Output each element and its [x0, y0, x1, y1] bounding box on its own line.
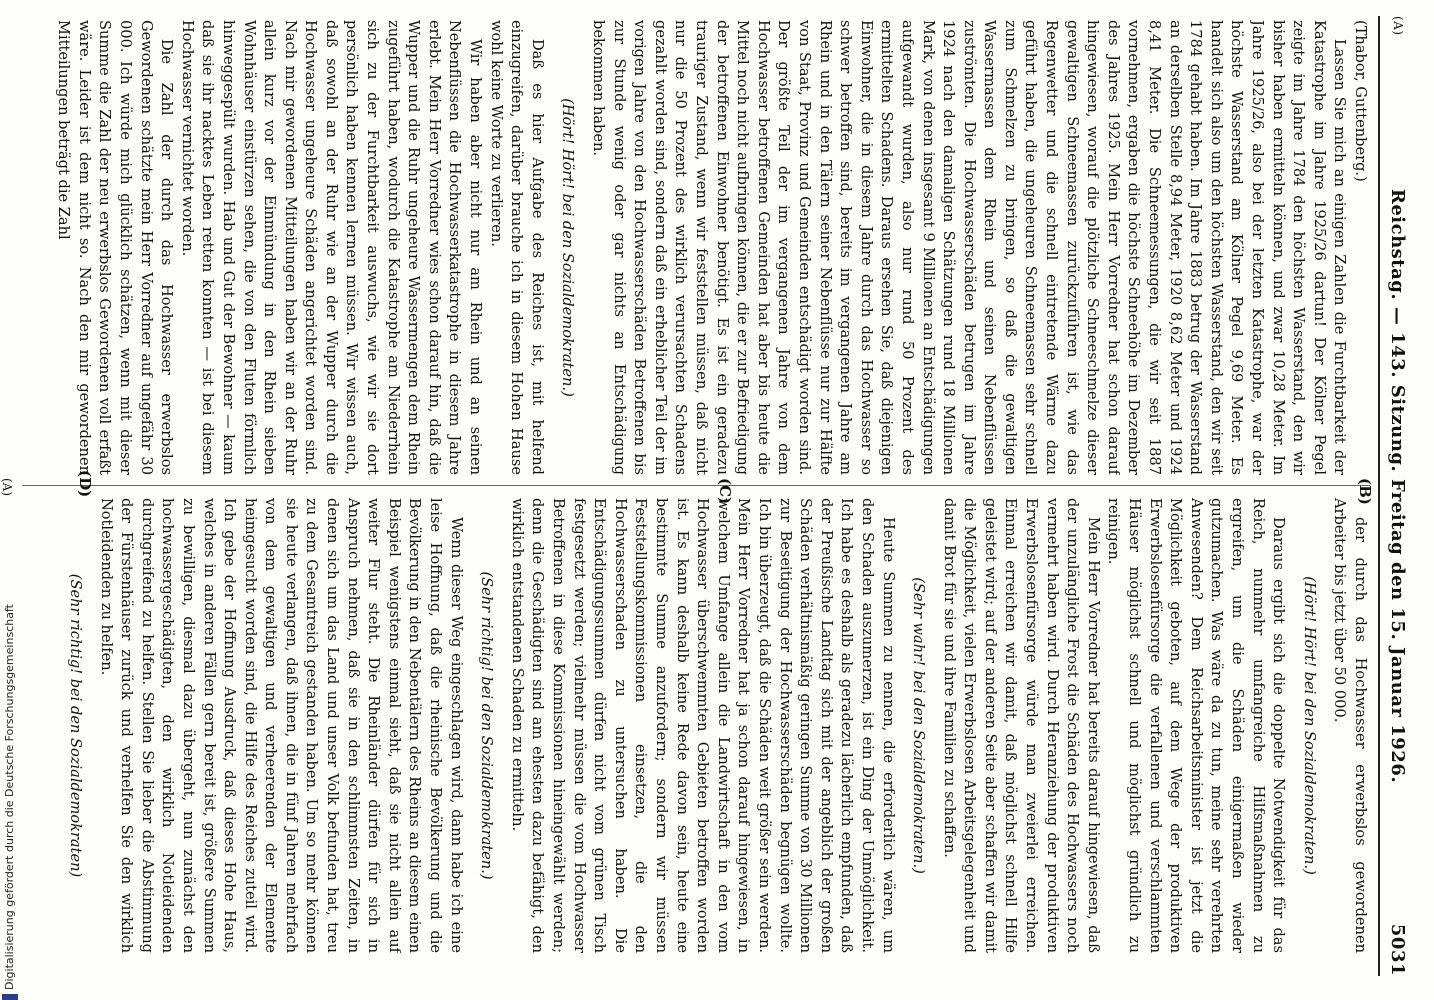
interjection: (Sehr wahr! bei den Sozialdemokraten.): [910, 577, 928, 874]
interjection: (Sehr richtig! bei den Sozialdemokraten): [66, 573, 84, 878]
left-column: [22, 20, 1370, 475]
funding-sidebar: [0, 520, 20, 990]
page-number: 5031: [1387, 923, 1409, 976]
interjection: (Hört! Hört! bei den Sozialdemokraten.): [1300, 576, 1318, 875]
paragraph: Die Zahl der durch das Hochwasser erwerbslos Gewordenen schätzte mein Herr Vorredner auf ungefähr 30 000. Ich würde mich glücklich schätzen, wenn mit dieser Summe die Zahl der neu erwerbslos Gewordenen voll erfaßt wäre. Leider ist dem nicht so. Nach den mir gewordenen Mitteilungen beträgt die Zahl: [55, 20, 176, 475]
paragraph: Lassen Sie mich an einigen Zahlen die Furchtbarkeit der Katastrophe im Jahre 1925/26 dartun! Der Kölner Pegel zeigte im Jahre 1784 den höchsten Wasserstand, den wir bisher haben ermitteln können, und zwar 10,28 Meter. Im Jahre 1925/26, also bei der letzten Katastrophe, war der höchste Wasserstand am Kölner Pegel 9,69 Meter. Es handelt sich also um den höchsten Wasserstand, den wir seit 1784 gehabt haben. Im Jahre 1883 betrug der Wasserstand an derselben Stelle 8,94 Meter, 1920 8,62 Meter und 1924 8,41 Meter. Die Schneemessungen, die wir seit 1887 vornehmen, ergaben die höchste Schneehöhe im Dezember des Jahres 1925. Mein Herr Vorredner hat schon darauf hingewiesen, worauf die plötzliche Schneeschmelze dieser gewaltigen Schneemassen zurückzuführen ist, wie das Regenwetter und die schnell eintretende Wärme dazu geführt haben, die ungeheuren Schneemassen sehr schnell zum Schmelzen zu bringen, so daß die gewaltigen Wassermassen dem Rhein und seinen Nebenflüssen zuströmten. Die Hochwasserschäden betrugen im Jahre 1924 nach den damaligen Schätzungen rund 18 Millionen Mark, von denen insgesamt 9 Millionen an Entschädigungen aufgewandt wurden, also nur rund 50 Prozent des ermittelten Schadens. Daraus ersehen Sie, daß diejenigen Einwohner, die in diesem Jahre durch das Hochwasser so schwer betroffen sind, bereits im vergangenen Jahre am Rhein und in den Tälern seiner Nebenflüsse nur zur Hälfte von Staat, Provinz und Gemeinden entschädigt worden sind. Der größte Teil der im vergangenen Jahre von dem Hochwasser betroffenen Gemeinden hat aber bis heute die Mittel noch nicht aufbringen können, die er zur Befriedigung der betroffenen Einwohner benötigt. Es ist ein geradezu trauriger Zustand, wenn wir feststellen müssen, daß nicht nur die 50 Prozent des wirklich verursachten Schadens gezahlt worden sind, sondern daß ein erheblicher Teil der im vorigen Jahre von den Hochwasserschäden Betroffenen bis zur Stunde wenig oder gar nichts an Entschädigung bekommen haben.: [590, 20, 1349, 475]
right-column: [22, 498, 1370, 953]
paragraph: Daraus ergibt sich die doppelte Notwendigkeit für das Reich, nunmehr umfangreiche Hilfsmaßnahmen zu ergreifen, um die Schäden einigermaßen wieder gutzumachen. Was wäre da zu tun, meine sehr verehrten Anwesenden? Dem Reichsarbeitsminister ist jetzt die Möglichkeit geboten, auf dem Wege der produktiven Erwerbslosenfürsorge die verfallenen und verschlammten Häuser möglichst schnell und möglichst gründlich zu reinigen.: [1105, 498, 1288, 953]
paragraph: Wenn dieser Weg eingeschlagen wird, dann habe ich eine leise Hoffnung, daß die rheinische Bevölkerung und die Bevölkerung in den Nebentälern des Rheins an diesem einen Beispiel wenigstens einmal sieht, daß sie nicht allein auf weiter Flur steht. Die Rheinländer dürfen für sich in Anspruch nehmen, daß sie in den schlimmsten Zeiten, in denen sich um das Land und unser Volk befunden hat, treu zu dem Gesamtreich gestanden haben. Um so mehr können sie heute verlangen, daß ihnen, die in fünf Jahren mehrfach von dem gewaltigen und verheerenden der Elemente heimgesucht worden sind, die Hilfe des Reiches zuteil wird. Ich gebe der Hoffnung Ausdruck, daß dieses Hohe Haus, welches in anderen Fällen gern bereit ist, größere Summen zu bewilligen, diesmal dazu übergeht, nun zunächst den hochwassergeschädigten, den wirklich Notleidenden durchgreifend zu helfen. Stellen Sie lieber die Abstimmung der Fürstenhäuser zurück und verhelfen Sie den wirklich Notleidenden zu helfen.: [97, 498, 465, 953]
funding-note: Digitalisierung gefördert durch die Deutsche Forschungsgemeinschaft: [3, 604, 16, 990]
margin-marker-b: (B): [1356, 478, 1374, 505]
margin-marker-d: (D): [76, 470, 94, 498]
paragraph: der durch das Hochwasser erwerbslos gewordenen Arbeiter bis jetzt über 50 000.: [1331, 498, 1369, 953]
margin-marker-a: (A): [0, 478, 14, 497]
paragraph: Mein Herr Vorredner hat bereits darauf hingewiesen, daß der unzulängliche Frost die Schäden des Hochwassers noch vermehrt haben wird. Durch Heranziehung der produktiven Erwerbslosenfürsorge würde man zweierlei erreichen. Einmal erreichen wir damit, daß möglichst schnell Hilfe geleistet wird; auf der anderen Seite aber schaffen wir damit die Möglichkeit, vielen Erwerbslosen Arbeitsgelegenheit und damit Brot für sie und ihre Familien zu schaffen.: [940, 498, 1102, 953]
paragraph: Wir haben aber nicht nur am Rhein und an seinen Nebenflüssen die Hochwasserkatastrophe in diesem Jahre erlebt. Mein Herr Vorredner wies schon darauf hin, daß die Wupper und die Ruhr ungeheure Wassermengen dem Rhein zugeführt haben, wodurch die Katastrophe am Niederrhein sich zu der Furchtbarkeit auswuchs, wie wir sie dort persönlich haben kennen lernen müssen. Wir wissen auch, daß sowohl an der Ruhr wie an der Wupper durch die Hochwasser ungeheure Schäden angerichtet worden sind. Nach mir gewordenen Mitteilungen haben wir an der Ruhr allein kurz vor der Einmündung in den Rhein sieben Wohnhäuser einstürzen sehen, die von den Fluten förmlich hinweggespült wurden. Hab und Gut der Bewohner — kaum daß sie ihr nacktes Leben retten konnten — ist bei diesem Hochwasser vernichtet worden.: [178, 20, 485, 475]
interjection: (Sehr richtig! bei den Sozialdemokraten.): [478, 571, 496, 880]
column-divider: [22, 485, 1370, 486]
header-title: Reichstag. — 143. Sitzung. Freitag den 15. Januar 1926.: [1387, 188, 1409, 784]
header-left-mark: (A): [1391, 16, 1405, 36]
margin-marker-c: (C): [716, 478, 734, 505]
paragraph: Daß es hier Aufgabe des Reiches ist, mit helfend einzugreifen, darüber brauche ich in diesem Hohen Hause wohl keine Worte zu verlieren.: [487, 20, 546, 475]
speaker-note: (Thabor, Guttenberg.): [1352, 20, 1369, 182]
paragraph: Heute Summen zu nennen, die erforderlich wären, um den Schaden auszumerzen, ist ein Ding der Unmöglichkeit. Ich habe es deshalb als geradezu lächerlich empfunden, daß der Preußische Landtag sich mit der angeblich der großen Schäden verhältnismäßig geringen Summe von 30 Millionen zur Beseitigung der Hochwasserschäden begnügen wollte. Ich bin überzeugt, daß die Schäden weit größer sein werden. Mein Herr Vorredner hat ja schon darauf hingewiesen, in welchem Umfange allein die Landwirtschaft in den vom Hochwasser überschwemmten Gebieten betroffen worden ist. Es kann deshalb keine Rede davon sein, heute eine bestimmte Summe anzufordern; sondern wir müssen Feststellungskommissionen einsetzen, die den Hochwasserschaden zu untersuchen haben. Die Entschädigungssummen dürfen nicht vom grünen Tisch festgesetzt werden; vielmehr müssen die vom Hochwasser Betroffenen in diese Kommissionen hineingewählt werden; denn die Geschädigten sind am ehesten dazu befähigt, den wirklich entstandenen Schaden zu ermitteln.: [508, 498, 897, 953]
interjection: (Hört! Hört! bei den Sozialdemokraten.): [559, 98, 577, 397]
page-header: [1378, 16, 1416, 976]
dfg-logo-icon: [2, 994, 18, 1000]
